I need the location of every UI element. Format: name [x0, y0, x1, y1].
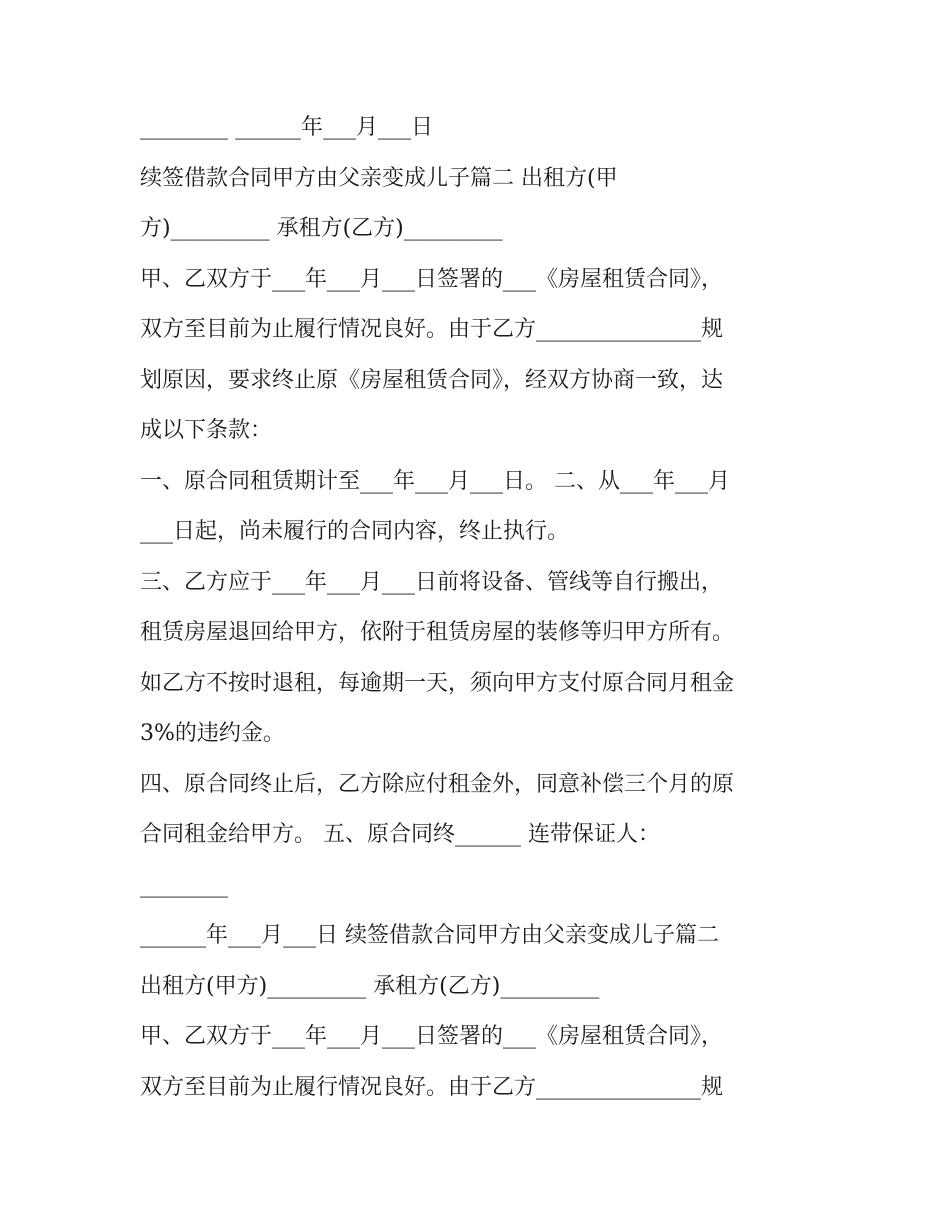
- text-line-title: 续签借款合同甲方由父亲变成儿子篇二 出租方(甲: [140, 165, 618, 191]
- text-line-guarantor-blank: ________: [140, 872, 228, 898]
- text-line-clause-1-2: 一、原合同租赁期计至___年___月___日。 二、从___年___月: [140, 468, 730, 494]
- text-line-date-blanks: ________ ______年___月___日: [140, 115, 433, 140]
- text-line-performance: 双方至目前为止履行情况良好。由于乙方_______________规: [140, 317, 724, 342]
- text-line-clause-2-cont: ___日起，尚未履行的合同内容，终止执行。: [140, 519, 570, 544]
- text-line-date-title-repeat: ______年___月___日 续签借款合同甲方由父亲变成儿子篇二: [140, 923, 719, 948]
- text-line-clause-3-penalty: 如乙方不按时退租，每逾期一天，须向甲方支付原合同月租金: [140, 670, 735, 696]
- text-line-clause-3: 三、乙方应于___年___月___日前将设备、管线等自行搬出，: [140, 569, 724, 595]
- text-line-clause-4-5: 合同租金给甲方。 五、原合同终______ 连带保证人：: [140, 822, 660, 847]
- text-line-parties-repeat: 出租方(甲方)_________ 承租方(乙方)_________: [140, 973, 600, 999]
- text-line-termination-reason: 划原因，要求终止原《房屋租赁合同》，经双方协商一致，达: [140, 367, 724, 393]
- text-line-parties: 方)_________ 承租方(乙方)_________: [140, 216, 503, 241]
- text-line-performance-repeat: 双方至目前为止履行情况良好。由于乙方_______________规: [140, 1074, 724, 1100]
- text-line-contract-signed: 甲、乙双方于___年___月___日签署的___《房屋租赁合同》，: [140, 266, 724, 292]
- text-line-clause-3-rate: 3%的违约金。: [140, 721, 285, 746]
- text-line-terms-intro: 成以下条款：: [140, 418, 273, 443]
- text-line-contract-signed-repeat: 甲、乙双方于___年___月___日签署的___《房屋租赁合同》，: [140, 1024, 724, 1049]
- text-line-clause-4: 四、原合同终止后，乙方除应付租金外，同意补偿三个月的原: [140, 771, 735, 797]
- document-page: [140, 103, 820, 1113]
- text-line-clause-3-cont: 租赁房屋退回给甲方，依附于租赁房屋的装修等归甲方所有。: [140, 620, 735, 645]
